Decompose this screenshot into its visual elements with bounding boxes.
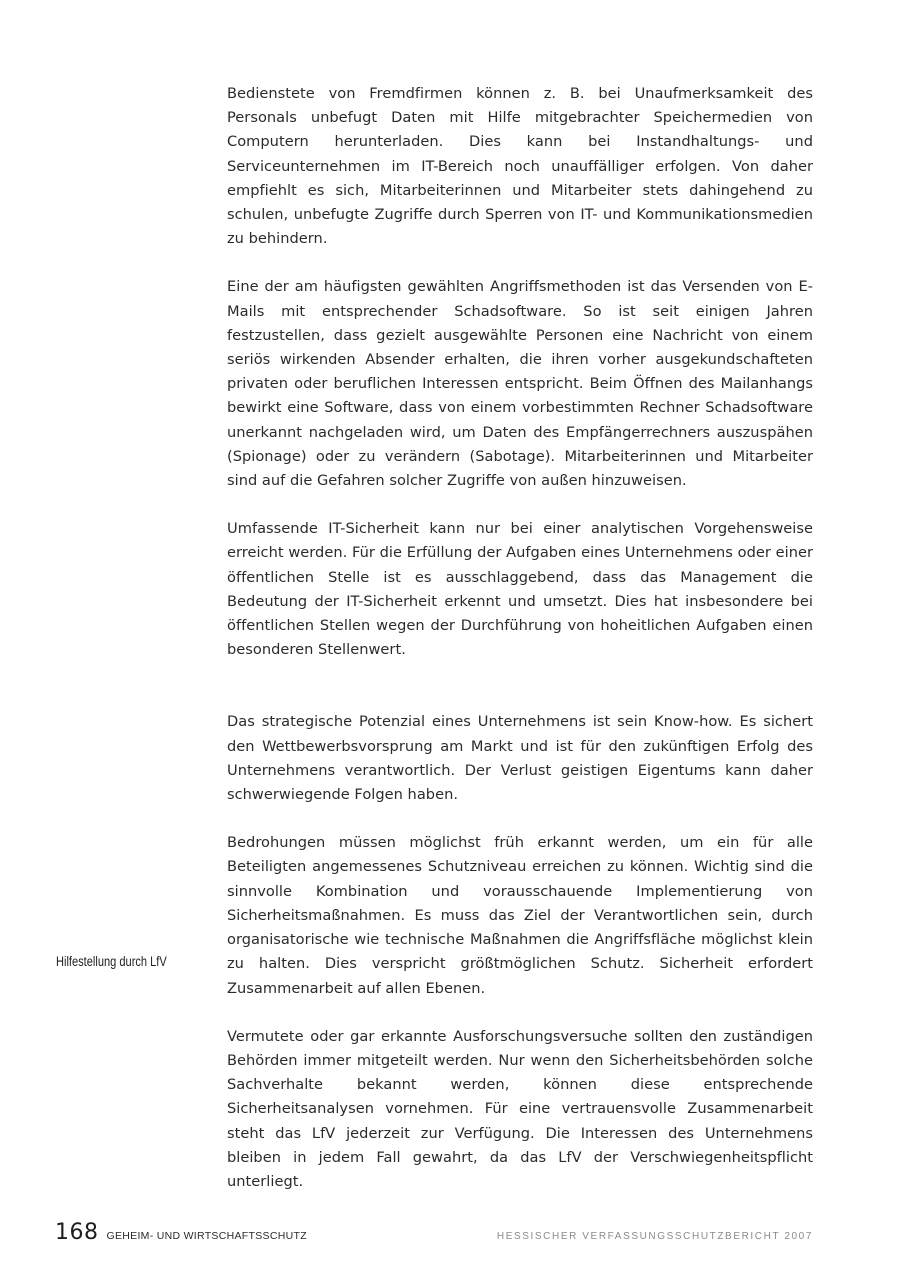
page-number: 168 <box>55 1220 99 1245</box>
chapter-title: GEHEIM- UND WIRTSCHAFTSSCHUTZ <box>106 1230 307 1242</box>
main-text-column <box>227 82 813 1194</box>
margin-note: Hilfestellung durch LfV <box>56 954 167 969</box>
footer-left <box>55 1219 307 1247</box>
paragraph-email-angriffe: Eine der am häufigsten gewählten Angriffsmethoden ist das Versenden von E-Mails mit entsprechender Schadsoftware. So ist seit einigen Jahren festzustellen, dass gezielt ausgewählte Personen eine Nachricht von einem seriös wirkenden Absender erhalten, die ihren vorher ausgekundschafteten privaten oder beruflichen Interessen entspricht. Beim Öffnen des Mailanhangs bewirkt eine Software, dass von einem vorbestimmten Rechner Schadsoftware unerkannt nachgeladen wird, um Daten des Empfängerrechners auszuspähen (Spionage) oder zu verändern (Sabotage). Mitarbeiterinnen und Mitarbeiter sind auf die Gefahren solcher Zugriffe von außen hinzuweisen. <box>227 278 813 490</box>
report-title: HESSISCHER VERFASSUNGSSCHUTZBERICHT 2007 <box>496 1231 813 1242</box>
paragraph-fremdfirmen: Bedienstete von Fremdfirmen können z. B. bei Unaufmerksamkeit des Personals unbefugt Daten mit Hilfe mitgebrachter Speichermedien von Computern herunterladen. Dies kann bei Instandhaltungs- und Serviceunternehmen im IT-Bereich noch unauffälliger erfolgen. Von daher empfiehlt es sich, Mitarbeiterinnen und Mitarbeiter stets dahingehend zu schulen, unbefugte Zugriffe durch Sperren von IT- und Kommunikationsmedien zu behindern. <box>227 85 813 248</box>
paragraph-bedrohungen: Bedrohungen müssen möglichst früh erkannt werden, um ein für alle Beteiligten angemessenes Schutzniveau erreichen zu können. Wichtig sind die sinnvolle Kombination und vorausschauende Implementierung von Sicherheitsmaßnahmen. Es muss das Ziel der Verantwortlichen sein, durch organisatorische wie technische Maßnahmen die Angriffsfläche möglichst klein zu halten. Dies verspricht größtmöglichen Schutz. Sicherheit erfordert Zusammenarbeit auf allen Ebenen. <box>227 834 813 997</box>
paragraph-ausforschungsversuche: Vermutete oder gar erkannte Ausforschungsversuche sollten den zuständigen Behörden immer mitgeteilt werden. Nur wenn den Sicherheitsbehörden solche Sachverhalte bekannt werden, können diese entsprechende Sicherheitsanalysen vornehmen. Für eine vertrauensvolle Zusammenarbeit steht das LfV jederzeit zur Verfügung. Die Interessen des Unternehmens bleiben in jedem Fall gewahrt, da das LfV der Verschwiegenheitspflicht unterliegt. <box>227 1027 813 1190</box>
paragraph-it-sicherheit: Umfassende IT-Sicherheit kann nur bei einer analytischen Vorgehensweise erreicht werden. Für die Erfüllung der Aufgaben eines Unternehmens oder einer öffentlichen Stelle ist es ausschlaggebend, dass das Management die Bedeutung der IT-Sicherheit erkennt und umsetzt. Dies hat insbesondere bei öffentlichen Stellen wegen der Durchführung von hoheitlichen Aufgaben einen besonderen Stellenwert. <box>227 520 813 659</box>
paragraph-know-how: Das strategische Potenzial eines Unternehmens ist sein Know-how. Es sichert den Wettbewerbsvorsprung am Markt und ist für den zukünftigen Erfolg des Unternehmens verantwortlich. Der Verlust geistigen Eigentums kann daher schwerwiegende Folgen haben. <box>227 713 813 804</box>
